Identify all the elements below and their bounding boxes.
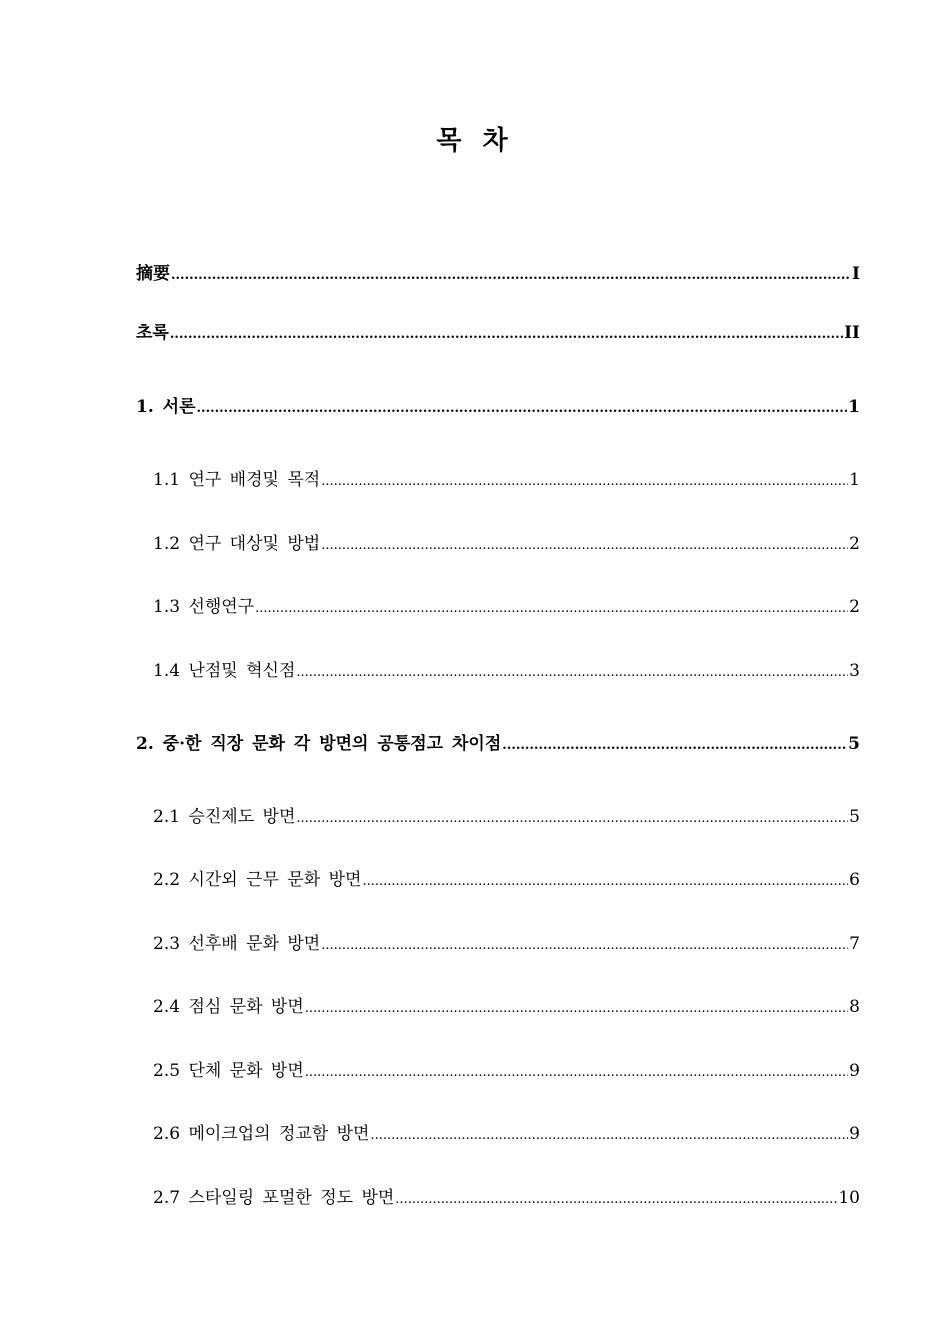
toc-entry-page: 1 — [849, 470, 860, 490]
toc-entry-section-1-3[interactable] — [153, 595, 860, 619]
toc-entry-section-1-4[interactable] — [153, 659, 860, 683]
toc-entry-label: 1.2 연구 대상및 방법 — [153, 534, 321, 554]
toc-dot-leader — [362, 870, 848, 894]
toc-entry-page: 9 — [849, 1061, 860, 1081]
toc-entry-page: 9 — [849, 1124, 860, 1144]
toc-entry-label: 1.4 난점및 혁신점 — [153, 661, 296, 681]
toc-entry-section-2-5[interactable] — [153, 1059, 860, 1083]
toc-dot-leader — [171, 264, 851, 288]
toc-entry-section-1-1[interactable] — [153, 468, 860, 492]
toc-dot-leader — [370, 1124, 848, 1148]
toc-entry-chapter-2[interactable] — [136, 732, 860, 756]
toc-entry-label: 2.5 단체 문화 방면 — [153, 1061, 304, 1081]
toc-entry-label: 2.3 선후배 문화 방면 — [153, 934, 321, 954]
toc-dot-leader — [170, 323, 843, 347]
toc-entry-page: 2 — [849, 534, 860, 554]
toc-entry-section-2-3[interactable] — [153, 932, 860, 956]
toc-entry-label: 2.7 스타일링 포멀한 정도 방면 — [153, 1188, 395, 1208]
toc-entry-page: 5 — [849, 807, 860, 827]
toc-entry-label: 1.3 선행연구 — [153, 597, 255, 617]
toc-dot-leader — [255, 597, 848, 621]
toc-entry-page: 8 — [849, 997, 860, 1017]
toc-dot-leader — [321, 934, 848, 958]
toc-entry-page: 2 — [849, 597, 860, 617]
toc-dot-leader — [305, 997, 848, 1021]
toc-entry-page: 6 — [849, 870, 860, 890]
toc-entry-page: I — [852, 264, 860, 284]
toc-entry-section-2-7[interactable] — [153, 1186, 860, 1210]
toc-entry-label: 2.2 시간외 근무 문화 방면 — [153, 870, 362, 890]
page-title: 목 차 — [436, 126, 514, 156]
toc-entry-label: 1. 서론 — [136, 397, 196, 417]
toc-entry-label: 초록 — [136, 323, 169, 343]
toc-dot-leader — [502, 734, 847, 758]
toc-entry-label: 2.4 점심 문화 방면 — [153, 997, 304, 1017]
toc-entry-section-2-4[interactable] — [153, 995, 860, 1019]
toc-dot-leader — [395, 1188, 837, 1212]
toc-dot-leader — [296, 661, 848, 685]
toc-entry-page: 1 — [848, 397, 860, 417]
toc-entry-label: 摘要 — [136, 264, 170, 284]
toc-entry-page: 10 — [838, 1188, 860, 1208]
toc-entry-label: 2.6 메이크업의 정교함 방면 — [153, 1124, 370, 1144]
toc-entry-label: 1.1 연구 배경및 목적 — [153, 470, 321, 490]
toc-entry-section-2-2[interactable] — [153, 868, 860, 892]
table-of-contents — [136, 0, 860, 1344]
toc-entry-page: 5 — [848, 734, 860, 754]
toc-dot-leader — [197, 397, 848, 421]
toc-entry-page: 3 — [849, 661, 860, 681]
toc-entry-section-2-6[interactable] — [153, 1122, 860, 1146]
toc-entry-abstract-korean[interactable] — [136, 321, 860, 345]
toc-entry-chapter-1[interactable] — [136, 395, 860, 419]
toc-entry-abstract-chinese[interactable] — [136, 262, 860, 286]
toc-entry-label: 2.1 승진제도 방면 — [153, 807, 296, 827]
toc-dot-leader — [321, 534, 848, 558]
toc-entry-page: II — [844, 323, 860, 343]
toc-entry-page: 7 — [849, 934, 860, 954]
toc-entry-label: 2. 중·한 직장 문화 각 방면의 공통점고 차이점 — [136, 734, 502, 754]
toc-dot-leader — [321, 470, 848, 494]
toc-dot-leader — [296, 807, 848, 831]
toc-dot-leader — [305, 1061, 848, 1085]
toc-entry-section-2-1[interactable] — [153, 805, 860, 829]
toc-entry-section-1-2[interactable] — [153, 532, 860, 556]
